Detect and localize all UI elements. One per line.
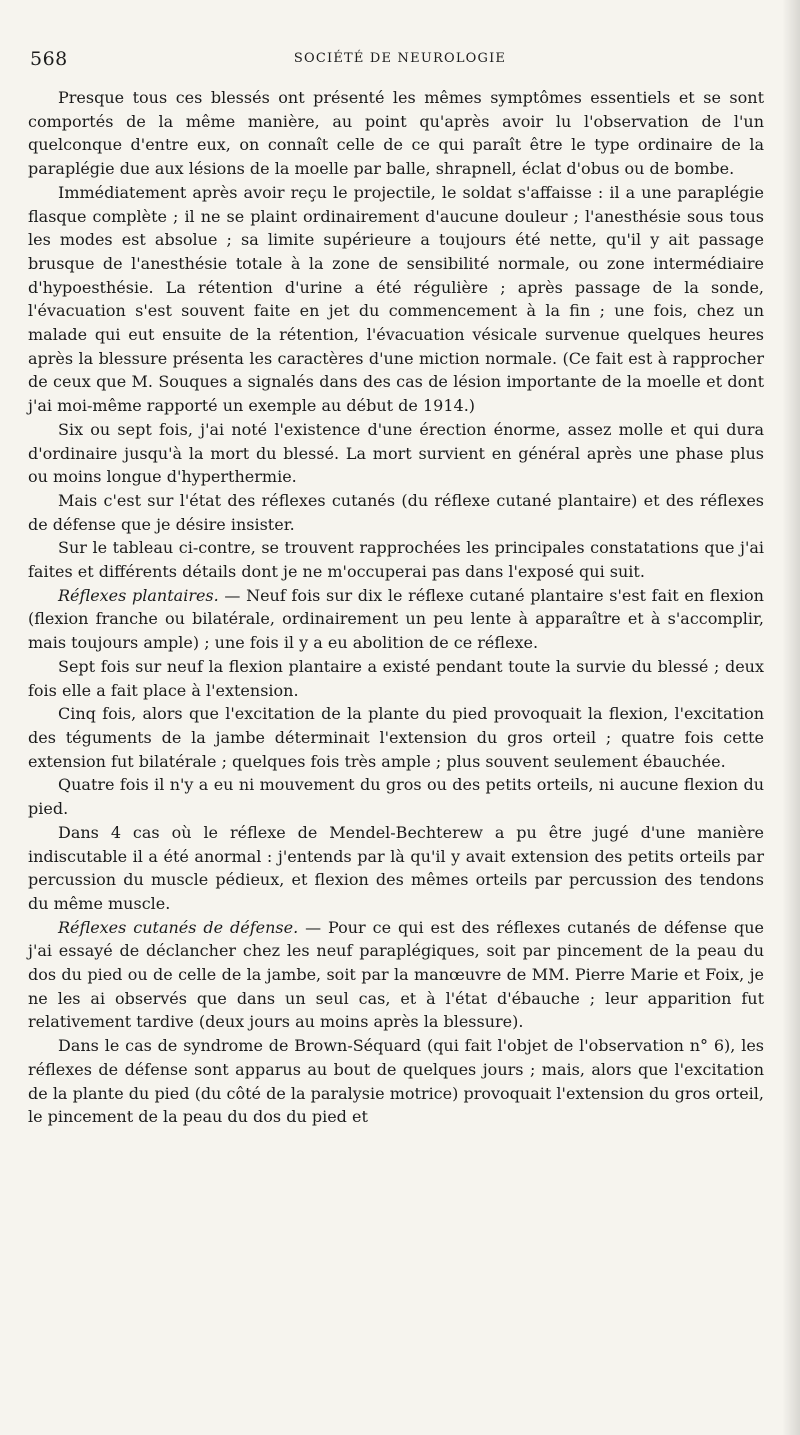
paragraph: Dans le cas de syndrome de Brown-Séquard (qui fait l'objet de l'observation n° 6), les réflexes de défense sont apparus au bout de quelques jours ; mais, alors que l'excitation de la plante du pied (du côté de la paralysie motrice) provoquait l'extension du gros orteil, le pincement de la peau du dos du pied et xyxy=(28,1036,764,1127)
section-label: Réflexes plantaires. xyxy=(58,585,219,605)
paragraph: Mais c'est sur l'état des réflexes cutanés (du réflexe cutané plantaire) et des réflexes de défense que je désire insister. xyxy=(28,490,764,534)
section-label: Réflexes cutanés de défense. xyxy=(58,917,299,937)
paragraph-text: — Pour ce qui est des réflexes cutanés de défense que j'ai essayé de déclancher chez les neuf paraplégiques, soit par pincement de la peau du dos du pied ou de celle de la jambe, soit par la manœuvre de MM. Pierre Marie et Foix, je ne les ai observés que dans un seul cas, et à l'état d'ébauche ; leur apparition fut relativement tardive (deux jours au moins après la blessure). xyxy=(28,917,765,1032)
paragraph: Presque tous ces blessés ont présenté les mêmes symptômes essentiels et se sont comportés de la même manière, au point qu'après avoir lu l'observation de l'un quelconque d'entre eux, on connaît celle de ce qui paraît être le type ordinaire de la paraplégie due aux lésions de la moelle par balle, shrapnell, éclat d'obus ou de bombe. xyxy=(28,88,764,179)
paragraph: Cinq fois, alors que l'excitation de la plante du pied provoquait la flexion, l'excitation des téguments de la jambe déterminait l'extension du gros orteil ; quatre fois cette extension fut bilatérale ; quelques fois très ample ; plus souvent seulement ébauchée. xyxy=(28,704,764,771)
paragraph-reflexes-defense xyxy=(28,916,764,1035)
running-head: SOCIÉTÉ DE NEUROLOGIE xyxy=(293,51,507,66)
body-text xyxy=(28,86,764,1129)
paragraph: Sur le tableau ci-contre, se trouvent rapprochées les principales constatations que j'ai faites et différents détails dont je ne m'occuperai pas dans l'exposé qui suit. xyxy=(28,538,764,582)
paragraph: Quatre fois il n'y a eu ni mouvement du gros ou des petits orteils, ni aucune flexion du pied. xyxy=(28,775,764,819)
paragraph-text: — Neuf fois sur dix le réflexe cutané plantaire s'est fait en flexion (flexion franche ou bilatérale, ordinairement un peu lente à apparaître et à s'accomplir, mais toujours ample) ; une fois il y a eu abolition de ce réflexe. xyxy=(28,585,764,653)
page-number: 568 xyxy=(30,48,68,70)
page-edge-shadow xyxy=(782,0,800,1435)
paragraph: Immédiatement après avoir reçu le projectile, le soldat s'affaisse : il a une paraplégie flasque complète ; il ne se plaint ordinairement d'aucune douleur ; l'anesthésie sous tous les modes est absolue ; sa limite supérieure a toujours été nette, qu'il y ait passage brusque de l'anesthésie totale à la zone de sensibilité normale, ou zone intermédiaire d'hypoesthésie. La rétention d'urine a été régulière ; après passage de la sonde, l'évacuation s'est souvent faite en jet du commencement à la fin ; une fois, chez un malade qui eut ensuite de la rétention, l'évacuation vésicale survenue quelques heures après la blessure présenta les caractères d'une miction normale. (Ce fait est à rapprocher de ceux que M. Souques a signalés dans des cas de lésion importante de la moelle et dont j'ai moi-même rapporté un exemple au début de 1914.) xyxy=(28,182,764,416)
paragraph: Six ou sept fois, j'ai noté l'existence d'une érection énorme, assez molle et qui dura d'ordinaire jusqu'à la mort du blessé. La mort survient en général après une phase plus ou moins longue d'hyperthermie. xyxy=(28,419,764,487)
page-header xyxy=(30,48,770,74)
paragraph-reflexes-plantaires xyxy=(28,584,764,655)
paragraph: Dans 4 cas où le réflexe de Mendel-Bechterew a pu être jugé d'une manière indiscutable il a été anormal : j'entends par là qu'il y avait extension des petits orteils par percussion du muscle pédieux, et flexion des mêmes orteils par percussion des tendons du même muscle. xyxy=(28,822,764,913)
paragraph: Sept fois sur neuf la flexion plantaire a existé pendant toute la survie du blessé ; deux fois elle a fait place à l'extension. xyxy=(28,656,764,700)
